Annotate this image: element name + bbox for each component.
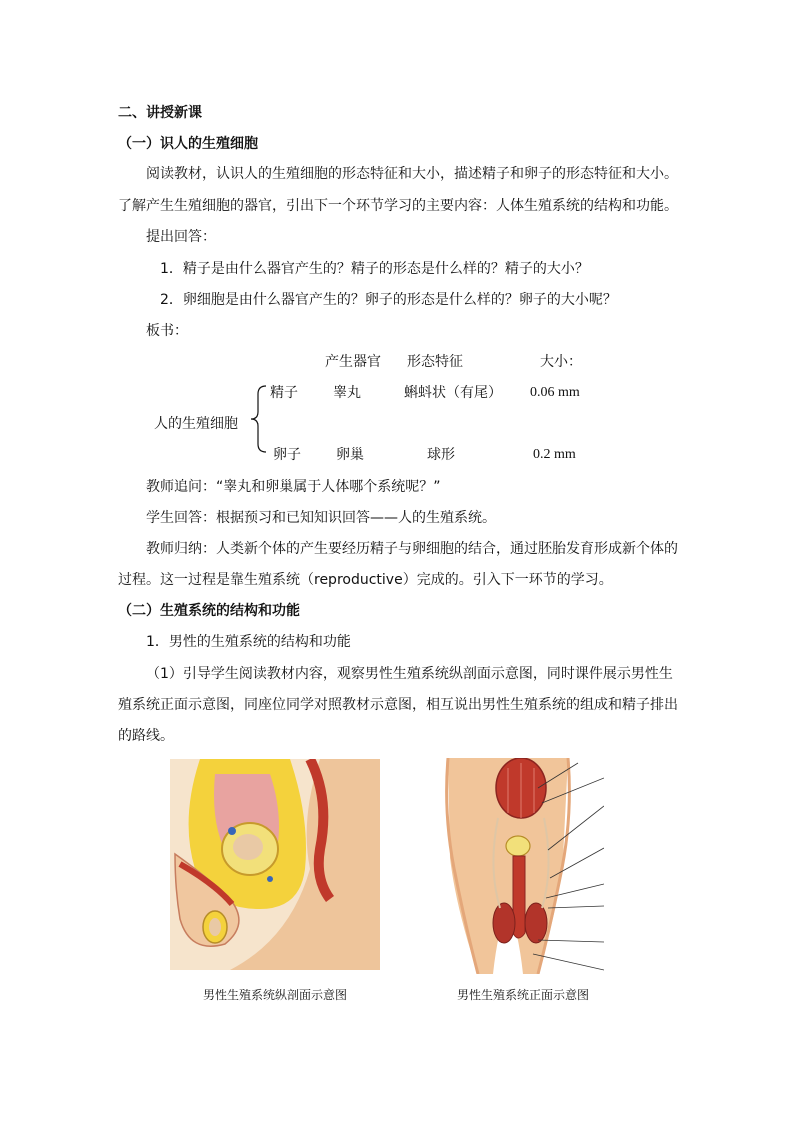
question-2: 2．卵细胞是由什么器官产生的？卵子的形态是什么样的？卵子的大小呢？ [160,292,617,308]
student-answer: 学生回答：根据预习和已知知识回答——人的生殖系统。 [146,510,496,526]
row-egg-shape: 球形 [427,447,455,463]
section1-para-line1: 阅读教材，认识人的生殖细胞的形态特征和大小，描述精子和卵子的形态特征和大小。 [146,166,678,182]
section2-title: （二）生殖系统的结构和功能 [118,603,300,619]
teacher-summary-line2: 过程。这一过程是靠生殖系统（reproductive）完成的。引入下一环节的学习。 [118,572,613,588]
main-heading: 二、讲授新课 [118,105,202,121]
board-label: 板书： [146,323,188,339]
figure-longitudinal-section [170,759,380,970]
section1-para-line2: 了解产生生殖细胞的器官，引出下一个环节学习的主要内容：人体生殖系统的结构和功能。 [118,198,678,214]
row-sperm-shape: 蝌蚪状（有尾） [404,385,502,401]
section2-subtitle: 1．男性的生殖系统的结构和功能 [146,634,351,650]
prompt-label: 提出回答： [146,229,216,245]
row-egg-organ: 卵巢 [336,447,364,463]
header-shape: 形态特征 [407,354,463,370]
section2-para-line1: （1）引导学生阅读教材内容，观察男性生殖系统纵剖面示意图，同时课件展示男性生 [146,666,673,682]
header-organ: 产生器官 [325,354,381,370]
section2-para-line3: 的路线。 [118,728,174,744]
group-label: 人的生殖细胞 [154,416,238,432]
teacher-summary-line1: 教师归纳：人类新个体的产生要经历精子与卵细胞的结合，通过胚胎发育形成新个体的 [146,541,678,557]
left-figure-caption: 男性生殖系统纵剖面示意图 [203,988,348,1002]
brace-icon [248,384,268,454]
teacher-question: 教师追问：“睾丸和卵巢属于人体哪个系统呢？” [146,479,441,495]
figure-front-view [438,758,604,974]
row-egg-name: 卵子 [273,447,301,463]
row-sperm-organ: 睾丸 [333,385,361,401]
right-figure-caption: 男性生殖系统正面示意图 [457,988,590,1002]
section2-para-line2: 殖系统正面示意图，同座位同学对照教材示意图，相互说出男性生殖系统的组成和精子排出 [118,697,678,713]
row-egg-size: 0.2 mm [533,447,576,462]
section1-title: （一）识人的生殖细胞 [118,136,258,152]
header-size: 大小： [540,354,582,370]
question-1: 1．精子是由什么器官产生的？精子的形态是什么样的？精子的大小？ [160,261,589,277]
row-sperm-name: 精子 [270,385,298,401]
row-sperm-size: 0.06 mm [530,385,580,400]
